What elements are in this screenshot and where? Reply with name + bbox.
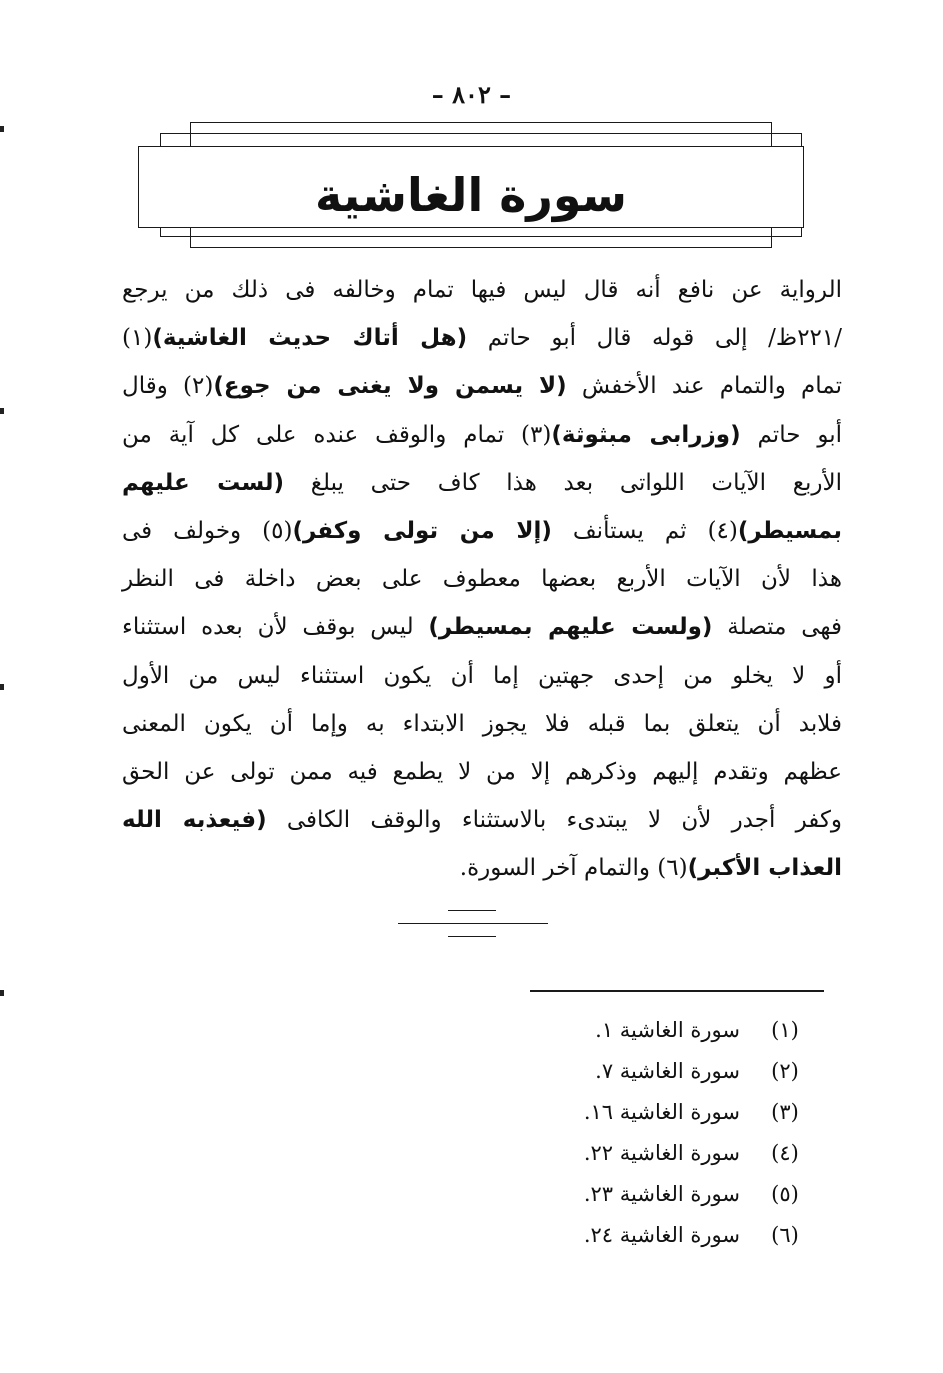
footnote-item [490, 1174, 830, 1215]
section-divider-top [448, 910, 496, 911]
body-line [122, 266, 842, 314]
quran-quote: (وزرابى مبثوثة) [551, 421, 741, 448]
body-segment: (١) [122, 325, 153, 352]
footnote-rule [530, 990, 824, 992]
body-segment: تمام والتمام عند الأخفش [566, 373, 842, 400]
footnote-number: (٥) [771, 1182, 799, 1206]
body-line [122, 796, 842, 844]
footnotes-list [490, 1010, 830, 1256]
footnote-reference: سورة الغاشية ٢٤. [583, 1223, 740, 1247]
body-segment: أو لا يخلو من إحدى جهتين إما أن يكون استثناء ليس من الأول [122, 662, 842, 689]
quran-quote: (لست عليهم [122, 469, 285, 496]
scan-edge-mark [0, 684, 4, 690]
body-segment: عظهم وتقدم إليهم وذكرهم إلا من لا يطمع فيه ممن تولى عن الحق [122, 759, 842, 786]
body-segment: الأربع الآيات اللواتى بعد هذا كاف حتى يبلغ [284, 469, 842, 496]
body-segment: (٦) والتمام آخر السورة. [459, 855, 688, 882]
footnote-item [490, 1215, 830, 1256]
footnote-reference: سورة الغاشية ٢٣. [583, 1182, 740, 1206]
footnote-item [490, 1051, 830, 1092]
footnote-number: (٤) [771, 1141, 799, 1165]
footnote-number: (٢) [771, 1059, 799, 1083]
body-segment: /٢٢١ظ/ إلى قوله قال أبو حاتم [467, 325, 842, 352]
quran-quote: (فيعذبه الله [122, 807, 267, 834]
body-line [122, 314, 842, 362]
body-line [122, 411, 842, 459]
body-segment: فلابد أن يتعلق بما قبله فلا يجوز الابتداء به وإما أن يكون المعنى [122, 710, 842, 737]
body-line [122, 555, 842, 603]
body-line [122, 844, 842, 892]
scan-edge-mark [0, 408, 4, 414]
quran-quote: العذاب الأكبر) [687, 855, 842, 882]
body-segment: الرواية عن نافع أنه قال ليس فيها تمام وخالفه فى ذلك من يرجع [122, 277, 842, 303]
body-segment: (٢) وقال [122, 373, 214, 400]
quran-quote: (إلا من تولى وكفر) [292, 518, 552, 545]
body-line [122, 459, 842, 507]
body-segment: (٤) ثم يستأنف [551, 518, 738, 545]
quran-quote: (لا يسمن ولا يغنى من جوع) [213, 373, 567, 400]
footnote-reference: سورة الغاشية ٢٢. [583, 1141, 740, 1165]
quran-quote: (هل أتاك حديث الغاشية) [152, 325, 468, 352]
footnote-reference: سورة الغاشية ١. [595, 1018, 740, 1042]
footnote-number: (١) [771, 1018, 799, 1042]
scan-edge-mark [0, 990, 4, 996]
body-segment: أبو حاتم [740, 421, 843, 448]
body-line [122, 652, 842, 700]
body-segment: (٥) وخولف فى [122, 518, 293, 545]
body-line [122, 362, 842, 410]
footnote-item [490, 1092, 830, 1133]
body-segment: وكفر أجدر لأن لا يبتدىء بالاستثناء والوقف الكافى [266, 807, 842, 834]
footnote-reference: سورة الغاشية ٧. [595, 1059, 740, 1083]
body-segment: فهى متصلة [712, 614, 842, 641]
body-text [122, 266, 842, 893]
page-number: – ٨٠٢ – [431, 80, 512, 109]
footnote-item [490, 1010, 830, 1051]
body-line [122, 507, 842, 555]
surah-title: سورة الغاشية [315, 168, 627, 222]
body-segment: هذا لأن الآيات الأربع بعضها معطوف على بعض داخلة فى النظر [122, 566, 842, 593]
section-divider-middle [398, 923, 548, 924]
footnote-item [490, 1133, 830, 1174]
quran-quote: (ولست عليهم بمسيطر) [428, 614, 713, 641]
quran-quote: بمسيطر) [737, 518, 842, 545]
section-divider-bottom [448, 936, 496, 937]
body-line [122, 748, 842, 796]
footnote-number: (٦) [771, 1223, 799, 1247]
footnote-number: (٣) [771, 1100, 799, 1124]
body-line [122, 700, 842, 748]
body-segment: ليس بوقف لأن بعده استثناء [122, 614, 429, 641]
body-segment: (٣) تمام والوقف عنده على كل آية من [122, 421, 552, 448]
body-line [122, 603, 842, 651]
scan-edge-mark [0, 126, 4, 132]
footnote-reference: سورة الغاشية ١٦. [583, 1100, 740, 1124]
